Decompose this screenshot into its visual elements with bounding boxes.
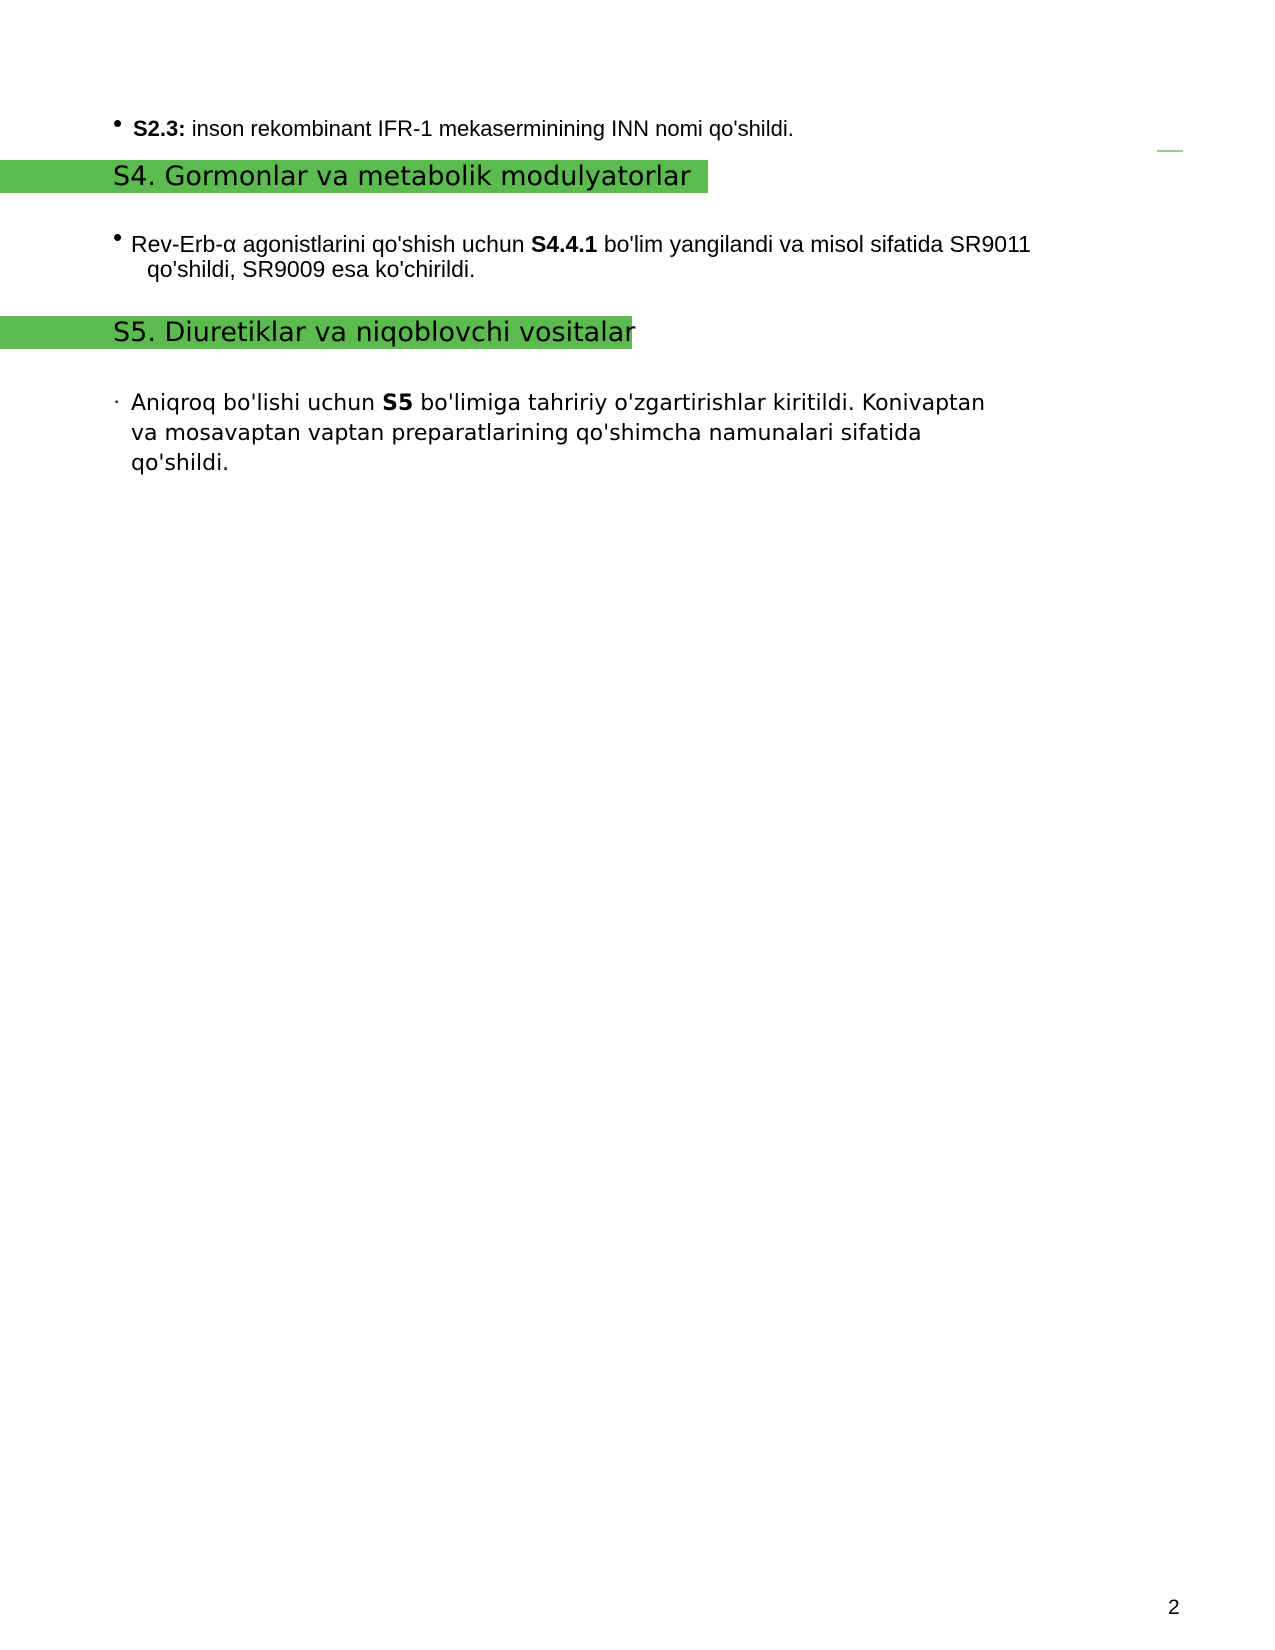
list-item-text-line3: qo'shildi. — [131, 451, 230, 476]
item-description-cont: bo'limiga tahririy o'zgartirishlar kiritildi. Konivaptan — [413, 391, 986, 416]
section-heading-s5: S5. Diuretiklar va niqoblovchi vositalar — [113, 317, 636, 348]
section-code: S4.4.1 — [530, 231, 598, 257]
item-description: Aniqroq bo'lishi uchun — [131, 391, 383, 416]
item-description: inson rekombinant IFR-1 mekaserminining INN nomi qo'shildi. — [185, 116, 794, 141]
item-description: Rev-Erb-α agonistlarini qo'shish uchun — [131, 231, 531, 257]
bullet: • — [113, 108, 123, 138]
bullet: • — [113, 222, 123, 252]
section-code: S5 — [382, 391, 414, 416]
list-item-text-line2: va mosavaptan vaptan preparatlarining qo'shimcha namunalari sifatida — [131, 421, 922, 446]
page-number: 2 — [1168, 1596, 1180, 1619]
item-description-cont: bo'lim yangilandi va misol sifatida SR9011 — [597, 231, 1031, 257]
section-code: S2.3: — [133, 116, 186, 141]
list-item-text — [131, 389, 985, 419]
list-item-text — [133, 114, 794, 144]
bullet: · — [113, 388, 121, 413]
section-heading-s4: S4. Gormonlar va metabolik modulyatorlar — [113, 161, 691, 192]
list-item-text-line2: qo'shildi, SR9009 esa ko'chirildi. — [147, 256, 476, 282]
decorative-line — [1157, 150, 1183, 152]
